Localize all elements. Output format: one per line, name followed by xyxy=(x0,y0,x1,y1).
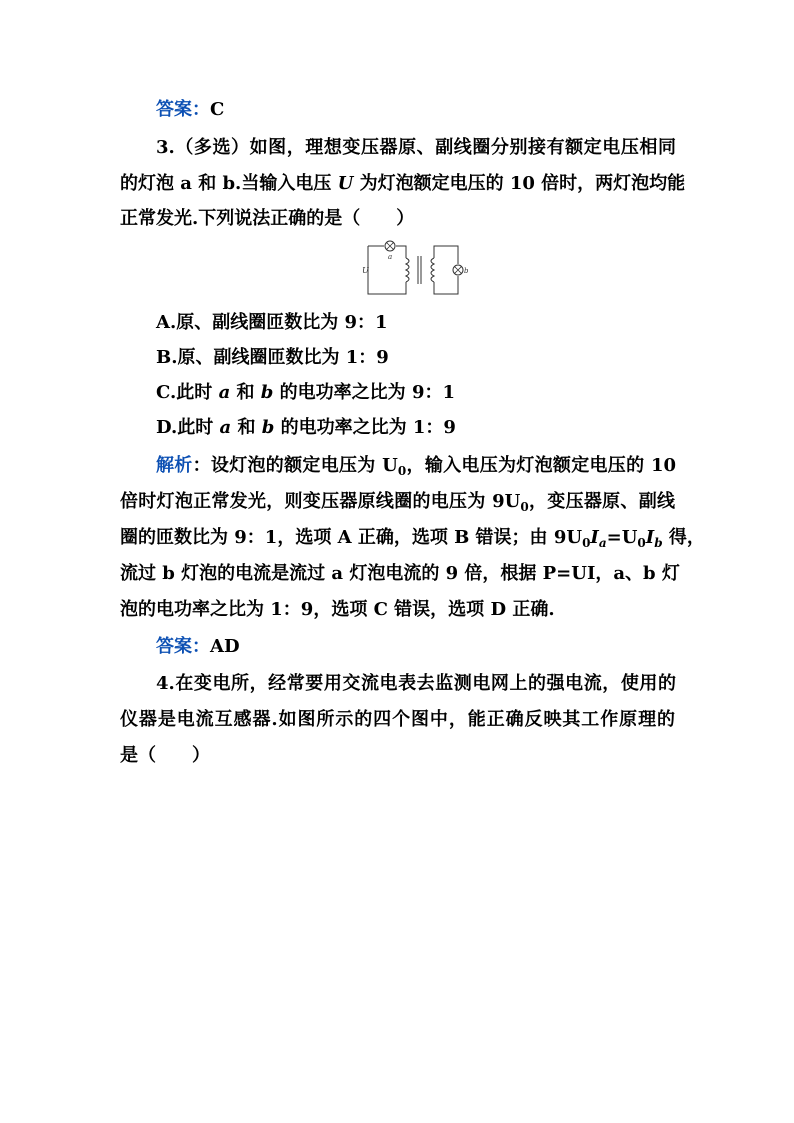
q4-line-3: 是（ ） xyxy=(120,745,210,766)
q3-line-2 xyxy=(120,172,686,196)
analysis-line-2-text: 倍时灯泡正常发光，则变压器原线圈的电压为 9U xyxy=(120,491,521,512)
analysis-sub-0: 0 xyxy=(397,464,407,478)
analysis-line-5: 泡的电功率之比为 1：9，选项 C 错误，选项 D 正确. xyxy=(120,599,555,620)
fig-label-b: b xyxy=(464,267,469,275)
option-d-pre: D.此时 xyxy=(156,417,214,438)
analysis-line-3-text: 圈的匝数比为 9：1，选项 A 正确，选项 B 错误；由 9U xyxy=(120,527,583,548)
q4-line-1: 4.在变电所，经常要用交流电表去监测电网上的强电流，使用的 xyxy=(156,673,676,694)
analysis-label: 解析 xyxy=(156,455,193,476)
option-b: B.原、副线圈匝数比为 1：9 xyxy=(156,347,389,368)
lamp-a-icon xyxy=(385,241,395,251)
analysis-line-3-sub2: a xyxy=(598,536,607,550)
q3-answer-line xyxy=(156,635,716,659)
fig-label-a: a xyxy=(388,253,393,261)
analysis-line-3-sub3: 0 xyxy=(637,536,646,550)
analysis-line-2-sub: 0 xyxy=(520,500,529,514)
analysis-line-1 xyxy=(156,454,676,483)
q3-answer-value: AD xyxy=(210,636,240,657)
analysis-line-3-sub4: b xyxy=(654,536,663,550)
answer-value: C xyxy=(210,99,225,120)
q3-line-2c: 为灯泡额定电压的 10 倍时，两灯泡均能 xyxy=(359,173,686,194)
option-c-post: 的电功率之比为 9：1 xyxy=(279,382,455,403)
option-c-var-b: b xyxy=(260,382,274,403)
analysis-line-1-text: ：设灯泡的额定电压为 U xyxy=(192,455,398,476)
option-c-mid: 和 xyxy=(236,382,255,403)
q3-line-2a: 的灯泡 a 和 b.当输入电压 xyxy=(120,173,332,194)
q3-line-3: 正常发光.下列说法正确的是（ ） xyxy=(120,208,415,229)
option-a: A.原、副线圈匝数比为 9：1 xyxy=(156,312,388,333)
lamp-b-icon xyxy=(453,265,463,275)
option-d-mid: 和 xyxy=(237,417,256,438)
q3-answer-label: 答案： xyxy=(156,636,210,657)
option-c-pre: C.此时 xyxy=(156,382,213,403)
analysis-line-3-end: 得， xyxy=(662,527,705,548)
q4-line-2: 仪器是电流互感器.如图所示的四个图中，能正确反映其工作原理的 xyxy=(120,709,675,730)
option-d-post: 的电功率之比为 1：9 xyxy=(280,417,456,438)
q3-var-U: U xyxy=(337,173,354,194)
transformer-circuit-figure xyxy=(360,238,472,300)
analysis-line-1-tail: ，输入电压为灯泡额定电压的 10 xyxy=(406,455,677,476)
analysis-line-3-mid3: I xyxy=(645,527,655,548)
option-d-var-a: a xyxy=(219,417,232,438)
analysis-line-2 xyxy=(120,490,675,519)
option-d xyxy=(156,416,456,440)
option-d-var-b: b xyxy=(261,417,275,438)
q3-line-1: 3.（多选）如图，理想变压器原、副线圈分别接有额定电压相同 xyxy=(156,137,676,158)
fig-label-U: U xyxy=(362,266,369,275)
analysis-line-3-mid2: =U xyxy=(606,527,638,548)
option-c-var-a: a xyxy=(218,382,231,403)
analysis-line-4: 流过 b 灯泡的电流是流过 a 灯泡电流的 9 倍，根据 P=UI，a、b 灯 xyxy=(120,563,680,584)
analysis-line-2-tail: ，变压器原、副线 xyxy=(528,491,675,512)
option-c xyxy=(156,381,455,405)
answer-label: 答案： xyxy=(156,99,210,120)
answer-line xyxy=(156,98,716,122)
analysis-line-3 xyxy=(120,526,705,555)
analysis-line-3-sub1: 0 xyxy=(582,536,591,550)
analysis-line-3-mid1: I xyxy=(590,527,599,548)
